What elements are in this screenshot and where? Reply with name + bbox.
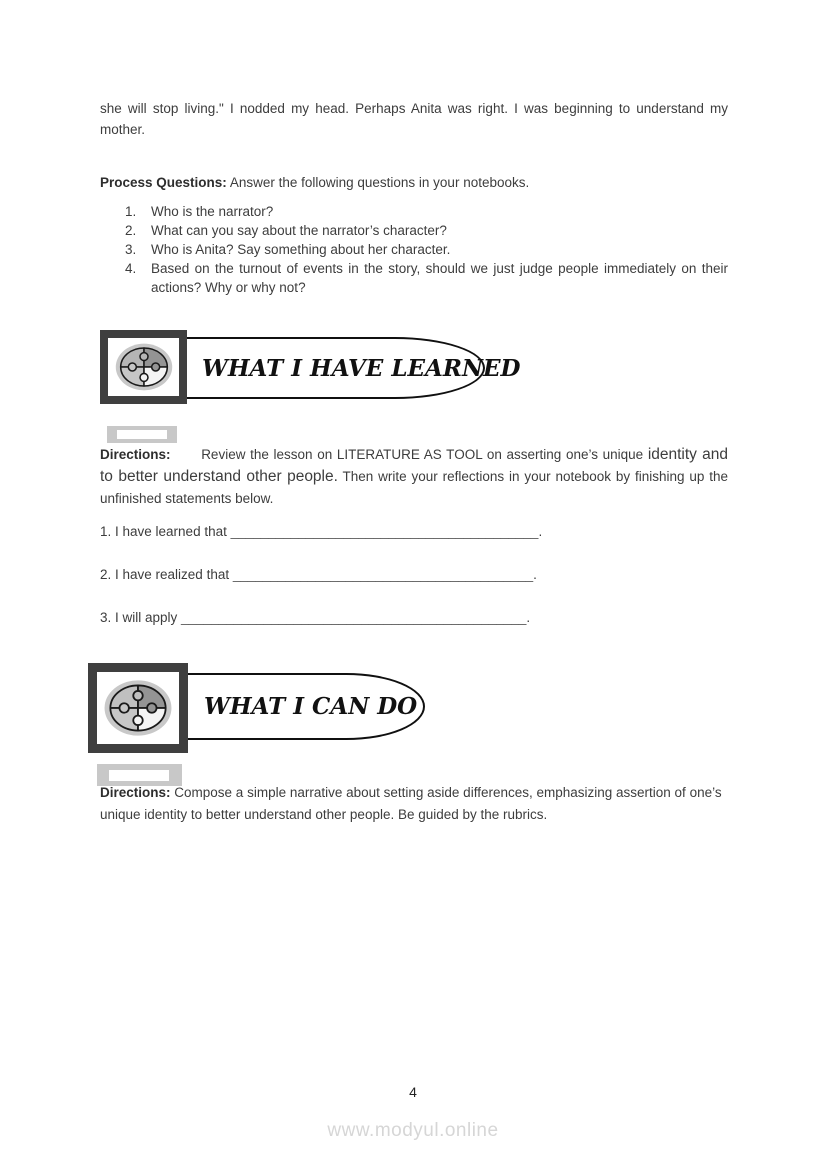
decorative-tab-inner bbox=[117, 430, 167, 439]
directions-text-emphasis: identity and to better understand other people. bbox=[100, 446, 728, 485]
what-i-have-learned-banner bbox=[100, 330, 521, 404]
directions-text-2: Then write your reflections in your notebook by finishing up the unfinished statements below. bbox=[100, 469, 728, 506]
directions-text: Compose a simple narrative about setting aside differences, emphasizing assertion of one’s unique identity to better understand other people. Be guided by the rubrics. bbox=[100, 785, 722, 822]
story-excerpt: she will stop living." I nodded my head. Perhaps Anita was right. I was beginning to understand my mother. bbox=[100, 101, 728, 137]
puzzle-pieces-icon bbox=[100, 676, 176, 740]
decorative-tab bbox=[107, 426, 177, 443]
banner-title: WHAT I CAN DO bbox=[204, 693, 418, 720]
statement-1: 1. I have learned that _________________________________________. bbox=[100, 524, 543, 539]
statement-3: 3. I will apply ______________________________________________. bbox=[100, 610, 531, 625]
watermark: www.modyul.online bbox=[327, 1120, 499, 1141]
process-questions-heading bbox=[100, 172, 728, 193]
process-questions-intro: Answer the following questions in your notebooks. bbox=[229, 175, 530, 190]
process-questions-label: Process Questions: bbox=[100, 175, 227, 190]
question-item: 3. Who is Anita? Say something about her character. bbox=[125, 242, 451, 257]
puzzle-pieces-icon bbox=[88, 663, 188, 753]
statement-2: 2. I have realized that ________________________________________. bbox=[100, 567, 537, 582]
blank-line: ______________________________________________ bbox=[181, 610, 527, 625]
puzzle-pieces-icon bbox=[111, 340, 177, 394]
decorative-tab-inner bbox=[109, 770, 169, 781]
process-questions-list bbox=[125, 202, 728, 297]
cando-directions: Directions: Compose a simple narrative about setting aside differences, emphasizing assertion of one’s unique identity to better understand other people. Be guided by the rubrics. bbox=[100, 785, 722, 822]
question-item: 4. Based on the turnout of events in the story, should we just judge people immediately on their actions? Why or why not? bbox=[125, 261, 728, 295]
banner-title: WHAT I HAVE LEARNED bbox=[202, 354, 521, 382]
blank-line: ________________________________________ bbox=[232, 567, 534, 582]
banner-pill bbox=[140, 337, 521, 399]
learned-directions: Directions: Review the lesson on LITERATURE AS TOOL on asserting one’s unique identity and to better understand other people. Then write your reflections in your notebook by finishing up the unfinished statements below. bbox=[100, 446, 728, 506]
question-item: 2. What can you say about the narrator’s character? bbox=[125, 223, 447, 238]
directions-label: Directions bbox=[100, 447, 167, 462]
what-i-can-do-banner bbox=[88, 663, 425, 753]
directions-text-1: Review the lesson on LITERATURE AS TOOL on asserting one’s unique bbox=[201, 447, 648, 462]
question-item: 1. Who is the narrator? bbox=[125, 204, 274, 219]
puzzle-pieces-icon bbox=[100, 330, 187, 404]
directions-label: Directions bbox=[100, 785, 167, 800]
blank-line: _________________________________________ bbox=[230, 524, 539, 539]
page-number: 4 bbox=[409, 1084, 417, 1100]
